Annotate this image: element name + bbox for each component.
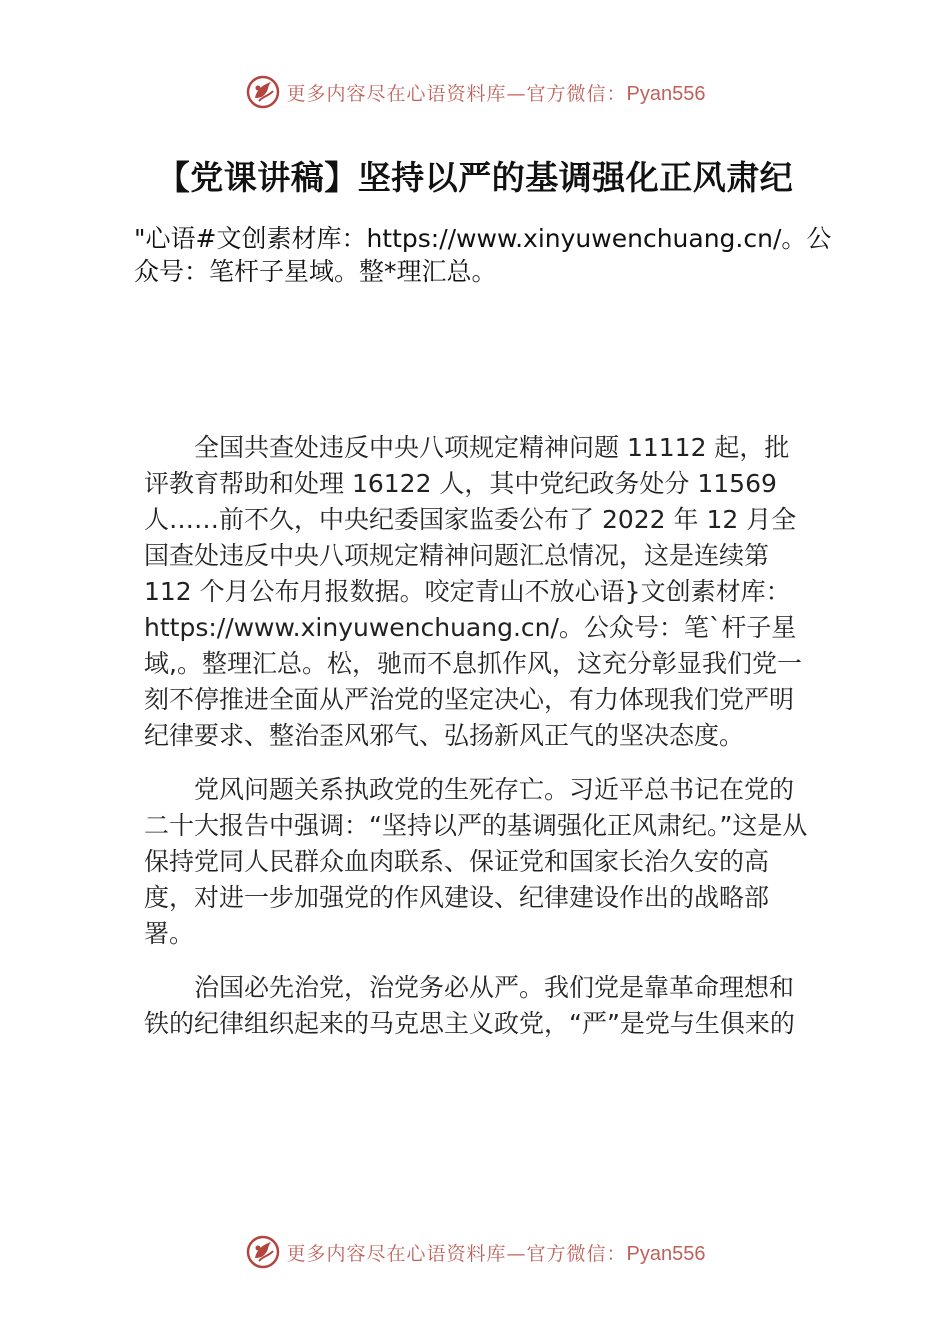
paragraph: 治国必先治党，治党务必从严。我们党是靠革命理想和铁的纪律组织起来的马克思主义政党，“严”是党与生俱来的 <box>144 973 795 1038</box>
footer-banner <box>0 1234 950 1270</box>
document-body <box>144 430 814 1060</box>
banner-wechat-id: Pyan556 <box>626 82 706 105</box>
banner-wechat-id: Pyan556 <box>626 1242 706 1265</box>
banner-text: 更多内容尽在心语资料库—官方微信：Pyan556 <box>286 1242 706 1265</box>
document-title: 【党课讲稿】坚持以严的基调强化正风肃纪 <box>156 158 794 197</box>
flame-logo-icon <box>245 1234 281 1270</box>
header-banner <box>0 74 950 110</box>
paragraph: 全国共查处违反中央八项规定精神问题 11112 起，批评教育帮助和处理 16122 人，其中党纪政务处分 11569 人……前不久，中央纪委国家监委公布了 2022 年 12 月全国查处违反中央八项规定精神问题汇总情况，这是连续第 112 个月公布月报数据。咬定青山不放心语}文创素材库：https://www.xinyuwenchuang.cn/。公众号：笔`杆子星域,。整理汇总。松，驰而不息抓作风，这充分彰显我们党一刻不停推进全面从严治党的坚定决心，有力体现我们党严明纪律要求、整治歪风邪气、弘扬新风正气的坚决态度。 <box>144 433 802 750</box>
banner-text: 更多内容尽在心语资料库—官方微信：Pyan556 <box>286 82 706 105</box>
source-note: "心语#文创素材库：https://www.xinyuwenchuang.cn/。公众号：笔杆子星域。整*理汇总。 <box>134 224 832 286</box>
flame-logo-icon <box>245 74 281 110</box>
paragraph: 党风问题关系执政党的生死存亡。习近平总书记在党的二十大报告中强调：“坚持以严的基调强化正风肃纪。”这是从保持党同人民群众血肉联系、保证党和国家长治久安的高度，对进一步加强党的作风建设、纪律建设作出的战略部署。 <box>144 775 808 948</box>
